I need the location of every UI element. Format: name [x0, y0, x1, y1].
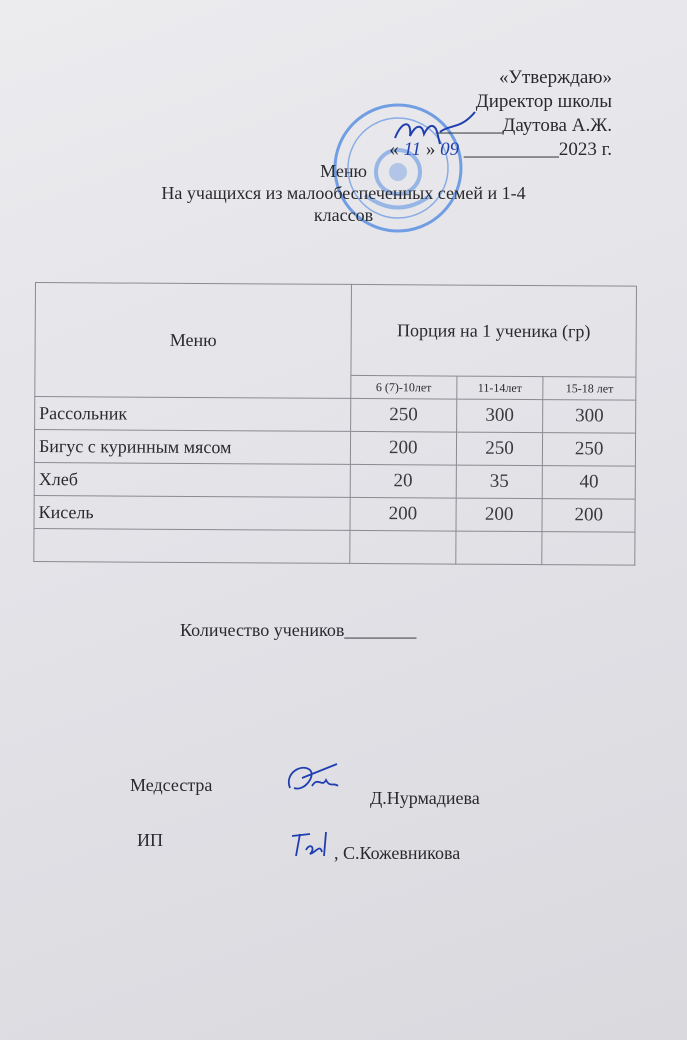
- ip-name: , С.Кожевникова: [334, 843, 461, 863]
- ip-role: ИП: [137, 830, 163, 850]
- table-row: [35, 397, 636, 434]
- portion-value: [455, 531, 542, 565]
- dish-name: Рассольник: [35, 397, 351, 432]
- portion-value: 300: [543, 400, 636, 434]
- portion-value: [542, 532, 635, 566]
- header-portion: Порция на 1 ученика (гр): [351, 284, 637, 377]
- portion-value: 250: [351, 398, 457, 432]
- portion-value: 200: [350, 497, 456, 531]
- portion-value: 300: [456, 399, 543, 433]
- portion-value: [350, 530, 456, 564]
- menu-table: [33, 282, 637, 566]
- portion-value: 40: [543, 466, 636, 500]
- dish-name: [34, 528, 350, 563]
- nurse-name: Д.Нурмадиева: [370, 788, 480, 808]
- portion-value: 20: [350, 464, 456, 498]
- dish-name: Хлеб: [34, 462, 350, 497]
- portion-value: 200: [456, 498, 543, 532]
- date-month: 09: [440, 139, 460, 160]
- table-row: [34, 462, 635, 499]
- portion-value: 35: [456, 465, 543, 499]
- portion-value: 250: [543, 433, 636, 467]
- age-group: 6 (7)-10лет: [351, 375, 457, 399]
- approval-date: « 11 » 09 __________2023 г.: [389, 139, 612, 160]
- students-count: Количество учеников________: [180, 620, 417, 640]
- ip-signature: [288, 828, 336, 864]
- approval-position: Директор школы: [475, 91, 612, 112]
- portion-value: 200: [350, 431, 456, 465]
- dish-name: Кисель: [34, 495, 350, 530]
- approval-name: _______Даутова А.Ж.: [435, 115, 612, 136]
- age-group: 15-18 лет: [543, 377, 636, 401]
- dish-name: Бигус с куринным мясом: [34, 430, 350, 465]
- approval-heading: «Утверждаю»: [499, 67, 612, 88]
- header-menu: Меню: [35, 283, 352, 399]
- portion-value: 250: [456, 432, 543, 466]
- document-title: Меню На учащихся из малообеспеченных семей и 1-4 классов: [161, 161, 526, 225]
- nurse-signature: [282, 758, 342, 803]
- table-row: [34, 430, 635, 467]
- date-day: 11: [403, 139, 422, 160]
- table-row: [34, 495, 635, 532]
- nurse-role: Медсестра: [130, 775, 213, 795]
- table-row-empty: [34, 528, 635, 565]
- portion-value: 200: [542, 499, 635, 533]
- director-signature: [390, 110, 480, 150]
- age-group: 11-14лет: [456, 376, 543, 400]
